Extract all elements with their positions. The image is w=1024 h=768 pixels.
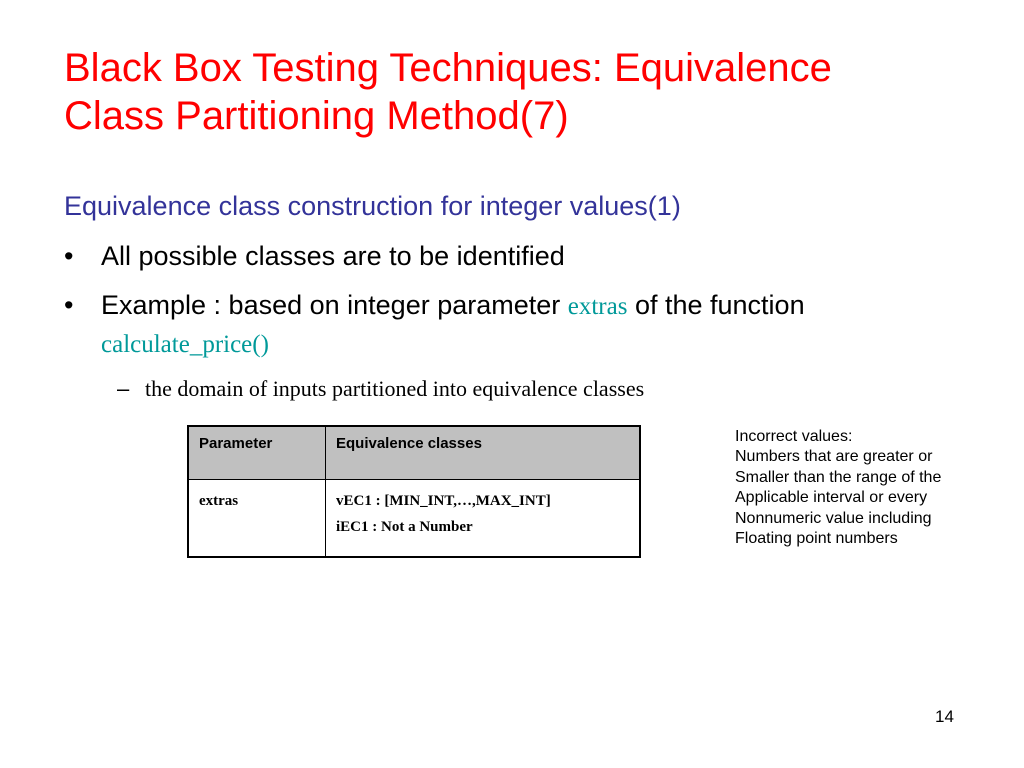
incorrect-values-note [735,427,1005,549]
note-line: Floating point numbers [735,530,898,548]
equivalence-table [187,425,641,558]
dash-marker: – [117,376,130,401]
function-name: calculate_price() [101,331,269,358]
note-line: Incorrect values: [735,428,853,445]
bullet-text [101,287,944,363]
table-header-row [188,426,640,480]
table-row [188,480,640,558]
note-line: Smaller than the range of the [735,468,942,486]
subheading: Equivalence class construction for integer values(1) [64,191,681,221]
bullet-marker: • [64,290,74,320]
parameter-name: extras [567,293,628,320]
table-header-parameter: Parameter [188,426,326,480]
bullet-item-2 [64,287,944,363]
valid-class: vEC1 : [MIN_INT,…,MAX_INT] [336,493,551,509]
table-cell-classes [326,480,641,558]
note-line: Applicable interval or every [735,489,928,507]
table-header-classes: Equivalence classes [326,426,641,480]
sub-bullet-item [117,374,644,404]
sub-bullet-text: the domain of inputs partitioned into equivalence classes [145,376,645,401]
page-number: 14 [935,707,954,726]
invalid-class: iEC1 : Not a Number [336,519,473,535]
title-line-2: Class Partitioning Method(7) [64,94,569,138]
title-line-1: Black Box Testing Techniques: Equivalence [64,46,832,90]
bullet-text-part-1: Example : based on integer parameter [101,290,568,320]
note-line: Nonnumeric value including [735,509,932,527]
slide-title [64,44,964,140]
table-cell-parameter: extras [188,480,326,558]
bullet-marker: • [64,241,74,271]
bullet-item-1 [64,238,944,275]
bullet-text: All possible classes are to be identified [101,241,565,271]
note-line: Numbers that are greater or [735,448,933,466]
bullet-text-part-2: of the function [627,290,805,320]
